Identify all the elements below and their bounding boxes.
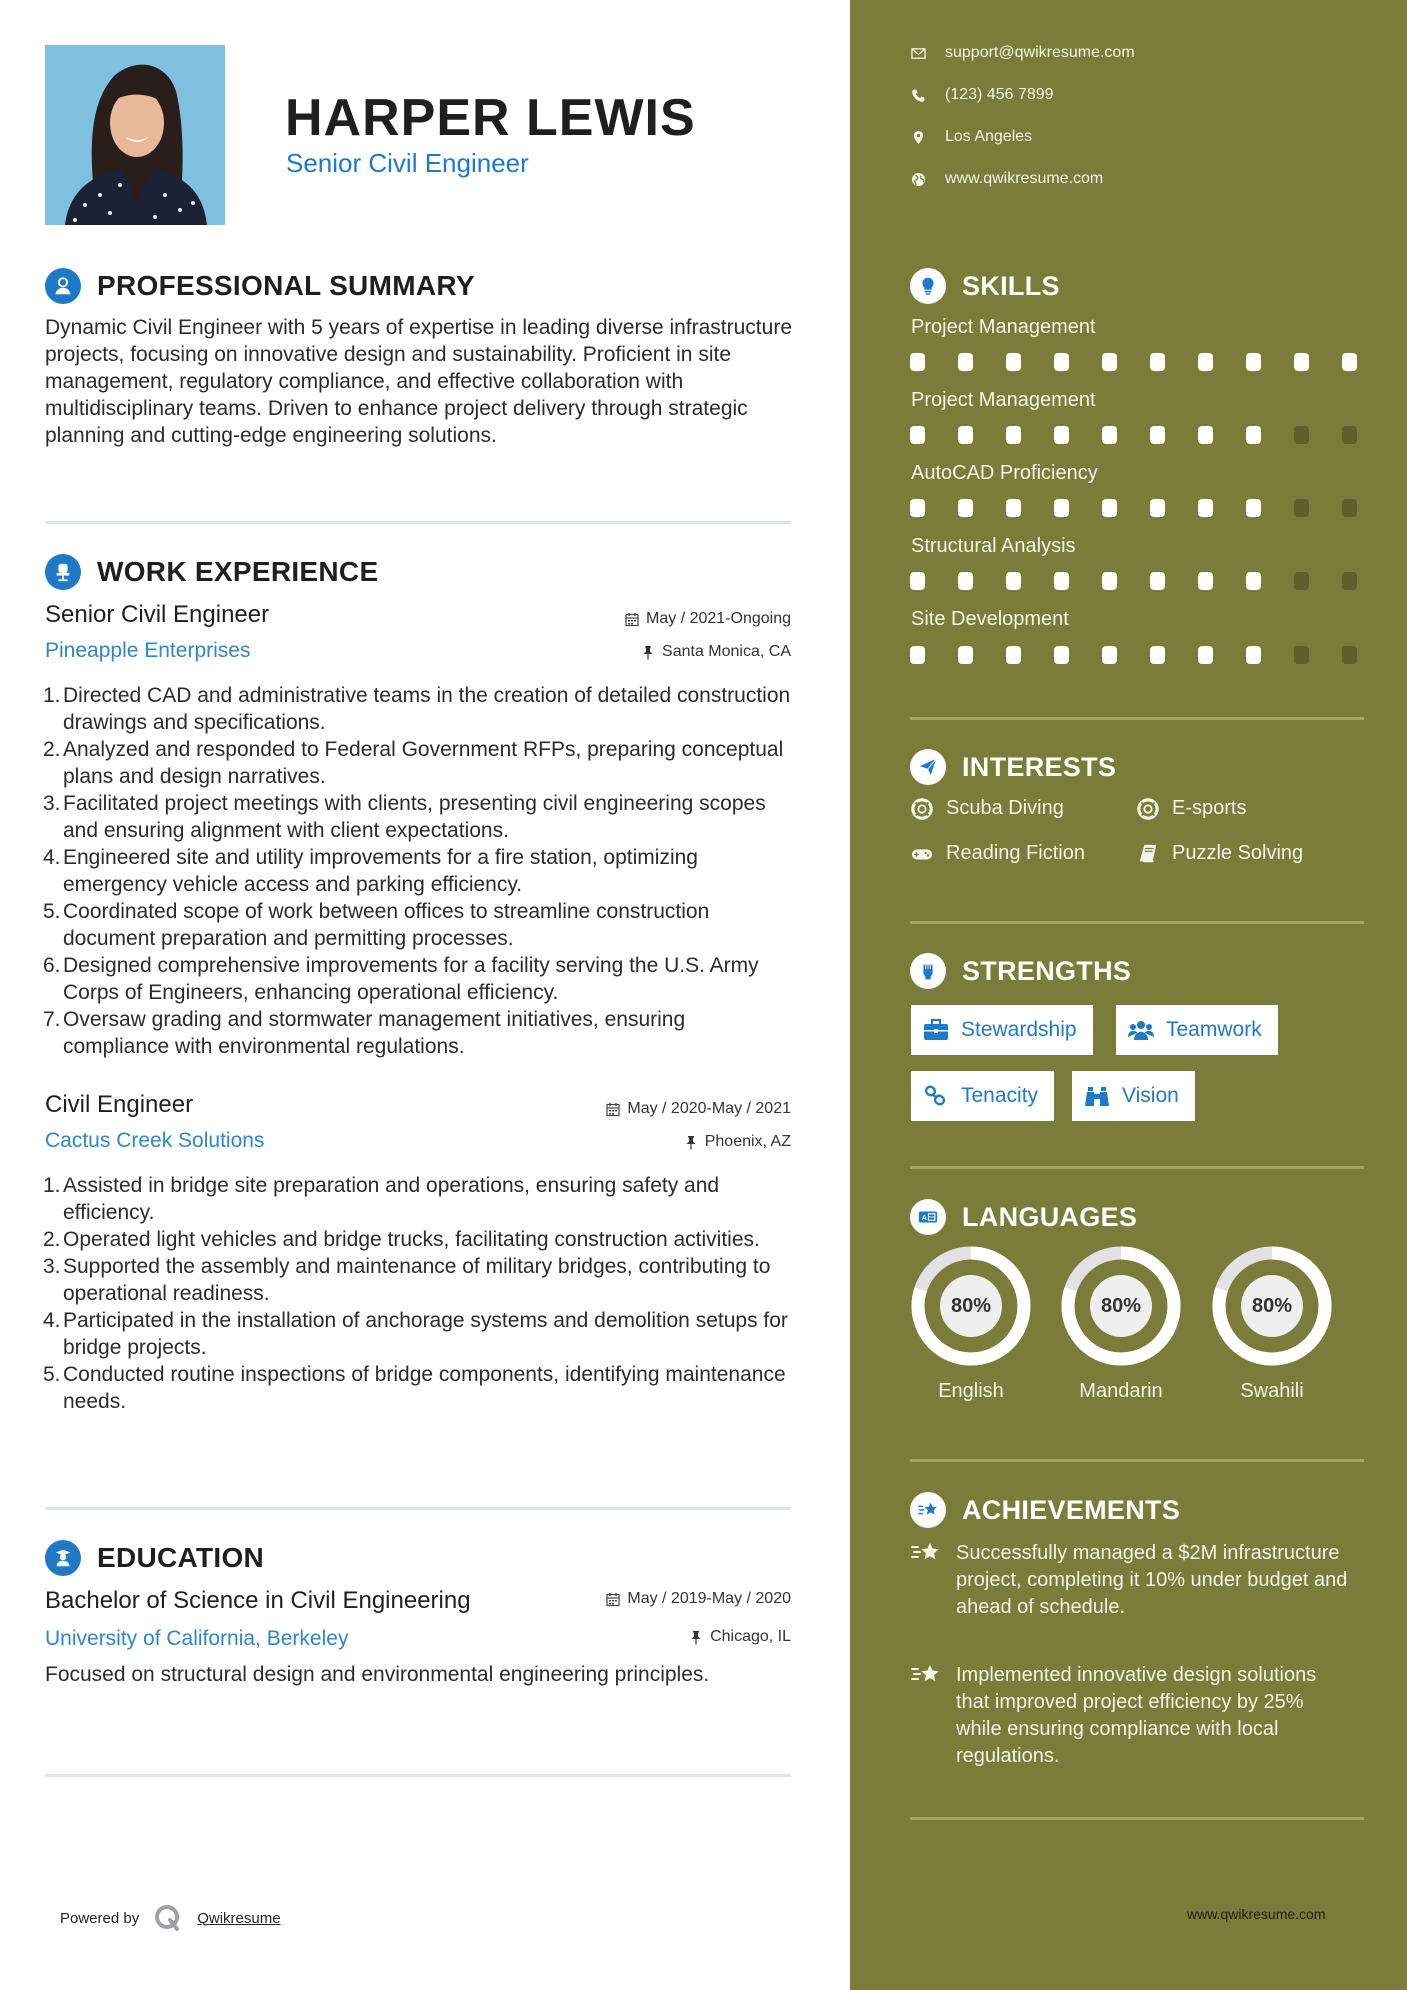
job-title: Senior Civil Engineer (45, 601, 270, 628)
rating-dot-filled (910, 499, 925, 517)
language-progress-ring (1210, 1244, 1334, 1368)
languages-heading (910, 1199, 1137, 1235)
rating-dot-filled (1150, 353, 1165, 371)
strength-label: Tenacity (961, 1084, 1039, 1107)
job-dates (606, 1100, 791, 1118)
candidate-name: HARPER LEWIS (285, 89, 696, 147)
strength-badge (911, 1005, 1093, 1055)
bullet-item: 1. Assisted in bridge site preparation and operations, ensuring safety and efficiency. (43, 1174, 720, 1224)
translate-icon (910, 1199, 946, 1235)
achievement-item (910, 1540, 1350, 1621)
interest-item (910, 842, 1085, 865)
skill-label: Project Management (911, 316, 1096, 338)
rating-dot-filled (910, 572, 925, 590)
map-pin-icon (910, 129, 926, 145)
job-dates-text: May / 2021-Ongoing (646, 610, 791, 627)
skill-rating (910, 646, 1390, 664)
rating-dot-filled (1054, 572, 1069, 590)
calendar-icon (606, 1592, 620, 1607)
language-progress-ring (1059, 1244, 1183, 1368)
gamepad-icon (910, 843, 934, 865)
link-icon (923, 1085, 949, 1107)
user-icon (45, 268, 81, 304)
bullet-item: 5. Conducted routine inspections of bridge components, identifying maintenance needs. (43, 1363, 786, 1413)
contact-website (910, 170, 1103, 188)
interest-item (910, 797, 1064, 820)
job-company: Pineapple Enterprises (45, 639, 251, 662)
interest-label: E-sports (1172, 797, 1247, 819)
contact-website-text[interactable]: www.qwikresume.com (945, 170, 1104, 187)
skill-rating (910, 499, 1390, 517)
rating-dot-filled (958, 572, 973, 590)
job-location (684, 1133, 791, 1151)
rating-dot-filled (1054, 499, 1069, 517)
rating-dot-filled (910, 353, 925, 371)
rating-dot-filled (1342, 353, 1357, 371)
skills-heading (910, 268, 1060, 304)
rating-dot-filled (1006, 572, 1021, 590)
section-divider (910, 921, 1364, 924)
strength-label: Teamwork (1166, 1018, 1262, 1041)
strength-label: Stewardship (961, 1018, 1077, 1041)
job-bullets (45, 1172, 795, 1415)
contact-phone (910, 86, 1054, 104)
experience-heading (45, 554, 378, 590)
achievements-heading (910, 1492, 1180, 1528)
language-name: Swahili (1240, 1380, 1304, 1402)
language-percent: 80% (950, 1294, 992, 1317)
interest-item (1136, 842, 1303, 865)
rating-dot-filled (1006, 426, 1021, 444)
summary-heading (45, 268, 475, 304)
language-percent: 80% (1100, 1294, 1142, 1317)
language-percent: 80% (1251, 1294, 1293, 1317)
candidate-title: Senior Civil Engineer (286, 148, 529, 178)
rating-dot-filled (1198, 499, 1213, 517)
bullet-item: 4. Participated in the installation of anchorage systems and demolition setups for bridge projects. (43, 1309, 788, 1359)
education-location (689, 1628, 791, 1646)
rating-dot-empty (1342, 646, 1357, 664)
rating-dot-empty (1294, 646, 1309, 664)
job-bullets (45, 682, 795, 1060)
degree-title: Bachelor of Science in Civil Engineering (45, 1587, 471, 1614)
section-title: STRENGTHS (962, 955, 1132, 986)
life-ring-icon (910, 798, 934, 820)
rating-dot-filled (1150, 572, 1165, 590)
rating-dot-filled (1198, 426, 1213, 444)
section-title: PROFESSIONAL SUMMARY (97, 270, 475, 301)
education-heading (45, 1540, 264, 1576)
rating-dot-filled (958, 353, 973, 371)
contact-email-text[interactable]: support@qwikresume.com (945, 44, 1135, 61)
binoculars-icon (1084, 1085, 1110, 1107)
shooting-star-icon (910, 1492, 946, 1528)
bullet-item: 1. Directed CAD and administrative teams in the creation of detailed construction drawings and specifications. (43, 684, 791, 734)
achievement-text: Successfully managed a $2M infrastructure project, completing it 10% under budget and ahead of schedule. (956, 1542, 1348, 1618)
section-divider (45, 521, 791, 524)
powered-by (60, 1903, 281, 1933)
calendar-icon (606, 1102, 620, 1117)
portrait-illustration (45, 45, 225, 225)
graduate-icon (45, 1540, 81, 1576)
bullet-item: 2. Operated light vehicles and bridge trucks, facilitating construction activities. (43, 1228, 760, 1251)
rating-dot-filled (1102, 646, 1117, 664)
rating-dot-filled (1054, 426, 1069, 444)
bullet-item: 3. Facilitated project meetings with clients, presenting civil engineering scopes and ensuring alignment with client expectations. (43, 792, 766, 842)
job-location-text: Santa Monica, CA (662, 643, 791, 660)
users-icon (1128, 1019, 1154, 1041)
rating-dot-filled (1006, 353, 1021, 371)
language-name: Mandarin (1079, 1380, 1163, 1402)
rating-dot-filled (1294, 353, 1309, 371)
rating-dot-filled (1102, 499, 1117, 517)
pushpin-icon (689, 1630, 703, 1645)
rating-dot-filled (1198, 572, 1213, 590)
education-description: Focused on structural design and environmental engineering principles. (45, 1663, 710, 1686)
job-title: Civil Engineer (45, 1091, 194, 1118)
education-location-text: Chicago, IL (710, 1628, 791, 1645)
rating-dot-empty (1294, 572, 1309, 590)
rating-dot-filled (1102, 572, 1117, 590)
rating-dot-filled (958, 426, 973, 444)
interest-item (1136, 797, 1246, 820)
school-name: University of California, Berkeley (45, 1627, 349, 1650)
shooting-star-icon (910, 1662, 942, 1690)
footer-url[interactable]: www.qwikresume.com (1187, 1906, 1326, 1922)
book-icon (1136, 843, 1160, 865)
contact-email (910, 44, 1135, 62)
shooting-star-icon (910, 1540, 942, 1568)
interest-label: Reading Fiction (946, 842, 1085, 864)
section-title: EDUCATION (97, 1542, 265, 1573)
achievement-text: Implemented innovative design solutions that improved project efficiency by 25% while ensuring compliance with local regulations. (956, 1664, 1317, 1767)
skill-rating (910, 572, 1390, 590)
skill-rating (910, 353, 1390, 371)
svg-text:A: A (921, 1213, 927, 1223)
achievement-item (910, 1662, 1350, 1770)
rating-dot-filled (1246, 499, 1261, 517)
skill-label: Site Development (911, 608, 1069, 630)
section-title: WORK EXPERIENCE (97, 556, 379, 587)
section-divider (910, 1166, 1364, 1169)
strength-badge (911, 1071, 1054, 1121)
interest-label: Scuba Diving (946, 797, 1064, 819)
rating-dot-filled (910, 426, 925, 444)
bullet-item: 6. Designed comprehensive improvements for a facility serving the U.S. Army Corps of Engineers, enhancing operational efficiency. (43, 954, 759, 1004)
rating-dot-filled (1150, 426, 1165, 444)
rating-dot-filled (958, 499, 973, 517)
rating-dot-filled (958, 646, 973, 664)
strength-label: Vision (1122, 1084, 1179, 1107)
bullet-item: 7. Oversaw grading and stormwater management initiatives, ensuring compliance with environmental regulations. (43, 1008, 686, 1058)
strength-badge (1072, 1071, 1195, 1121)
rating-dot-filled (1246, 426, 1261, 444)
job-location-text: Phoenix, AZ (704, 1133, 791, 1150)
language-item (909, 1244, 1033, 1403)
language-item (1059, 1244, 1183, 1403)
rating-dot-empty (1342, 426, 1357, 444)
job-dates-text: May / 2020-May / 2021 (627, 1100, 791, 1117)
rating-dot-filled (1150, 646, 1165, 664)
section-title: SKILLS (962, 270, 1060, 301)
rating-dot-filled (1198, 353, 1213, 371)
rating-dot-empty (1294, 426, 1309, 444)
rating-dot-filled (1102, 426, 1117, 444)
rating-dot-filled (1198, 646, 1213, 664)
paper-plane-icon (910, 749, 946, 785)
rating-dot-empty (1342, 572, 1357, 590)
briefcase-icon (923, 1019, 949, 1041)
skill-rating (910, 426, 1390, 444)
education-dates-text: May / 2019-May / 2020 (627, 1590, 791, 1607)
strengths-heading (910, 953, 1131, 989)
rating-dot-filled (1246, 572, 1261, 590)
interests-heading (910, 749, 1116, 785)
pushpin-icon (684, 1135, 698, 1150)
powered-by-label: Powered by (60, 1909, 140, 1927)
fist-icon (910, 953, 946, 989)
rating-dot-filled (1006, 646, 1021, 664)
profile-photo (45, 45, 225, 225)
bullet-item: 4. Engineered site and utility improvements for a fire station, optimizing emergency vehicle access and parking efficiency. (43, 846, 698, 896)
rating-dot-filled (1246, 353, 1261, 371)
lightbulb-icon (910, 268, 946, 304)
rating-dot-filled (1006, 499, 1021, 517)
education-dates (606, 1590, 791, 1608)
office-chair-icon (45, 554, 81, 590)
strength-badge (1116, 1005, 1278, 1055)
job-company: Cactus Creek Solutions (45, 1129, 265, 1152)
language-name: English (938, 1380, 1004, 1402)
job-dates (625, 610, 791, 628)
section-title: INTERESTS (962, 751, 1117, 782)
life-ring-icon (1136, 798, 1160, 820)
skill-label: AutoCAD Proficiency (911, 462, 1098, 484)
summary-text: Dynamic Civil Engineer with 5 years of expertise in leading diverse infrastructure projects, focusing on innovative design and sustainability. Proficient in site management, regulatory compliance, and effective collaboration with multidisciplinary teams. Driven to enhance project delivery through strategic planning and cutting-edge engineering solutions. (45, 316, 792, 447)
section-title: ACHIEVEMENTS (962, 1494, 1181, 1525)
skill-label: Structural Analysis (911, 535, 1076, 557)
globe-icon (910, 171, 926, 187)
pushpin-icon (641, 645, 655, 660)
rating-dot-filled (1246, 646, 1261, 664)
qwikresume-logo-icon (153, 1903, 183, 1933)
section-title: LANGUAGES (962, 1201, 1138, 1232)
section-divider (910, 1459, 1364, 1462)
contact-phone-text: (123) 456 7899 (945, 86, 1054, 103)
bullet-item: 3. Supported the assembly and maintenance of military bridges, contributing to operational readiness. (43, 1255, 771, 1305)
skill-label: Project Management (911, 389, 1096, 411)
section-divider (910, 1817, 1364, 1820)
envelope-icon (910, 45, 926, 61)
bullet-item: 5. Coordinated scope of work between offices to streamline construction document preparation and permitting processes. (43, 900, 710, 950)
rating-dot-filled (1150, 499, 1165, 517)
rating-dot-filled (1054, 646, 1069, 664)
rating-dot-filled (1102, 353, 1117, 371)
job-location (641, 643, 791, 661)
interest-label: Puzzle Solving (1172, 842, 1304, 864)
section-divider (45, 1774, 791, 1777)
contact-location-text: Los Angeles (945, 128, 1033, 145)
section-divider (910, 717, 1364, 720)
rating-dot-empty (1342, 499, 1357, 517)
calendar-icon (625, 612, 639, 627)
section-divider (45, 1507, 791, 1510)
bullet-item: 2. Analyzed and responded to Federal Government RFPs, preparing conceptual plans and design narratives. (43, 738, 784, 788)
phone-icon (910, 87, 926, 103)
qwikresume-link[interactable]: Qwikresume (197, 1909, 281, 1927)
rating-dot-filled (1054, 353, 1069, 371)
rating-dot-filled (910, 646, 925, 664)
rating-dot-empty (1294, 499, 1309, 517)
language-progress-ring (909, 1244, 1033, 1368)
language-item (1210, 1244, 1334, 1403)
contact-location (910, 128, 1032, 146)
